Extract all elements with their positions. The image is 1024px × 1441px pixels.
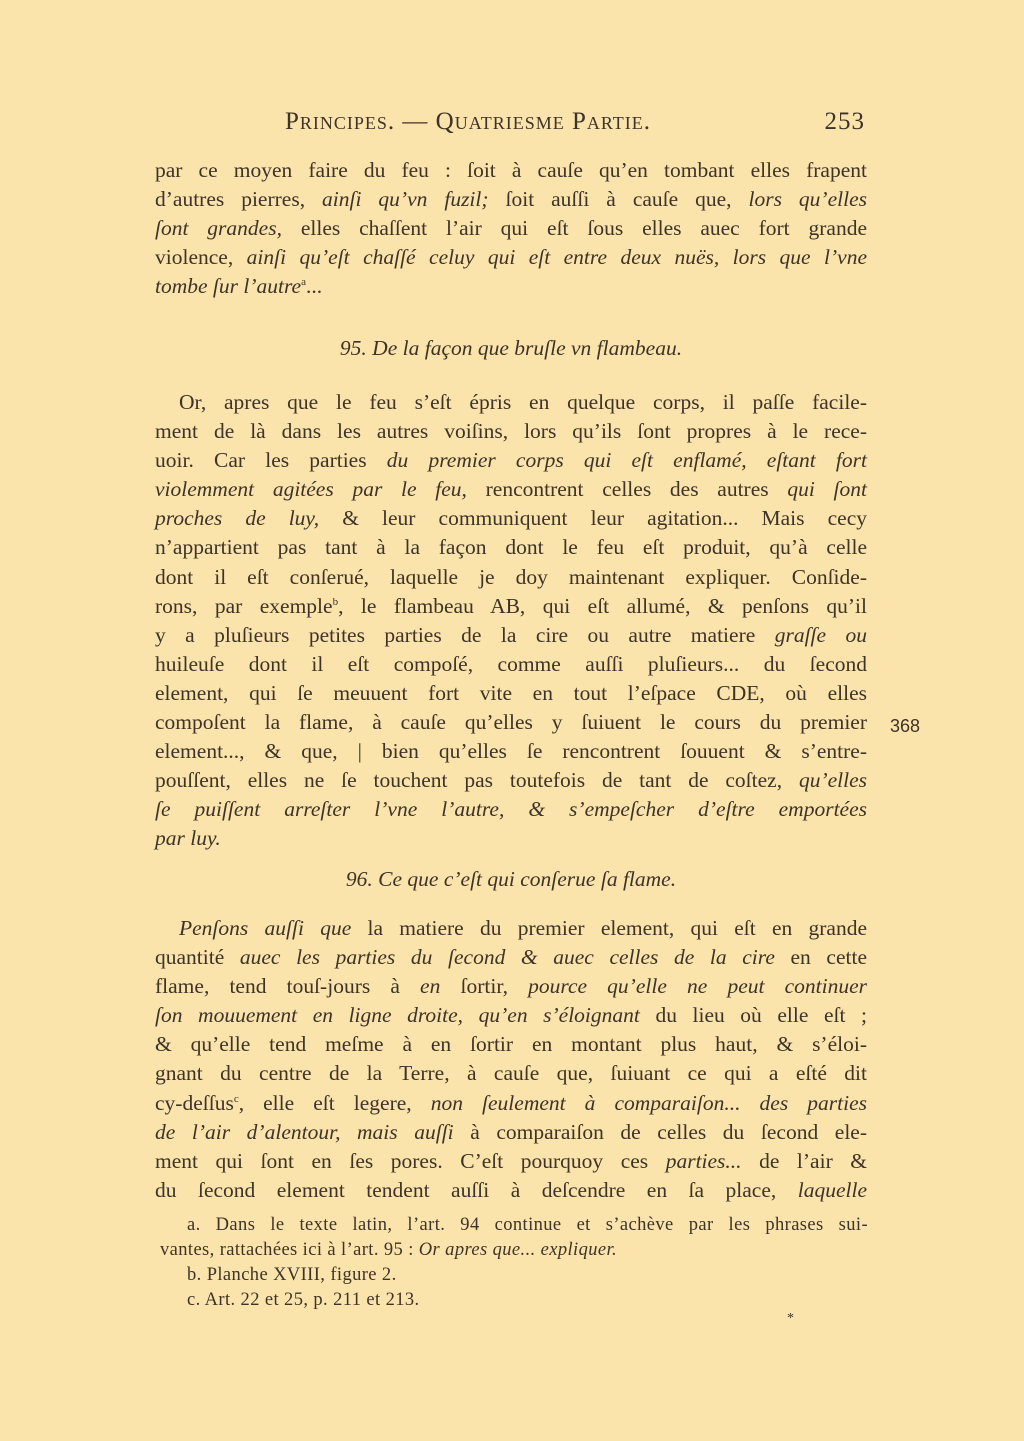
footnote-a-continuation: vantes, rattachées ici à l’art. 95 : Or apres que... expliquer. [160, 1240, 618, 1260]
footnote-ref-a: a [301, 276, 306, 289]
text-line: ſont grandes, elles chaſſent l’air qui eſt ſous elles auec fort grande [155, 216, 867, 241]
footnote-a: a. Dans le texte latin, l’art. 94 continue et s’achève par les phrases sui- [187, 1215, 868, 1235]
text-line: du ſecond element tendent auſſi à deſcendre en ſa place, laquelle [155, 1177, 867, 1202]
footnote-ref-b: b [332, 595, 339, 608]
paragraph-96 [155, 914, 867, 1205]
text-line: cy-deſſus$^c$, elle eſt legere, non ſeulement à comparaiſon... des parties [155, 1090, 867, 1115]
text-line: d’autres pierres, ainſi qu’vn fuzil; ſoit auſſi à cauſe que, lors qu’elles [155, 187, 867, 212]
text-line: par ce moyen faire du feu : ſoit à cauſe qu’en tombant elles frapent [155, 158, 867, 182]
text-line: uoir. Car les parties du premier corps qui eſt enflamé, eſtant fort [155, 448, 867, 473]
text-line: pouſſent, elles ne ſe touchent pas toutefois de tant de coſtez, qu’elles [155, 768, 867, 793]
text-line: de l’air d’alentour, mais auſſi à comparaiſon de celles du ſecond ele- [155, 1119, 868, 1144]
text-line: Or, apres que le feu s’eſt épris en quelque corps, il paſſe facile- [179, 390, 867, 414]
section-heading-95: 95. De la façon que bruſle vn flambeau. [339, 336, 683, 360]
text-line: violemment agitées par le feu, rencontrent celles des autres qui ſont [155, 477, 867, 502]
text-line: n’appartient pas tant à la façon dont le feu eſt produit, qu’à celle [155, 535, 867, 560]
text-line: ſe puiſſent arreſter l’vne l’autre, & s’empeſcher d’eſtre emportées [155, 797, 867, 822]
footnote-c: c. Art. 22 et 25, p. 211 et 213. [187, 1290, 420, 1310]
footnote-b: b. Planche XVIII, figure 2. [187, 1265, 397, 1285]
text-line: gnant du centre de la Terre, à cauſe que, ſuiuant ce qui a eſté dit [155, 1061, 867, 1086]
page-number: 253 [824, 108, 865, 135]
paragraph-95 [155, 388, 867, 854]
signature-marker: * [787, 1311, 794, 1326]
paragraph-continuation [155, 156, 867, 301]
text-line: element..., & que, | bien qu’elles ſe rencontrent ſouuent & s’entre- [155, 739, 867, 764]
text-line: rons, par exemple$^b$, le flambeau AB, qui eſt allumé, & penſons qu’il [155, 593, 867, 618]
text-line: & qu’elle tend meſme à en ſortir en montant plus haut, & s’éloi- [155, 1032, 867, 1057]
text-line: Penſons auſſi que la matiere du premier element, qui eſt en grande [179, 916, 867, 940]
text-line: violence, ainſi qu’eſt chaſſé celuy qui eſt entre deux nuës, lors que l’vne [155, 245, 867, 270]
text-line: par luy. [155, 826, 221, 851]
text-line: compoſent la flame, à cauſe qu’elles y ſuiuent le cours du premier [155, 710, 867, 735]
text-line: proches de luy, & leur communiquent leur agitation... Mais cecy [155, 506, 867, 531]
section-heading-96: 96. Ce que c’eſt qui conſerue ſa flame. [345, 867, 677, 891]
running-head-title: Principes. — Quatriesme Partie. [285, 108, 652, 135]
text-line: ment qui ſont en ſes pores. C’eſt pourquoy ces parties... de l’air & [155, 1148, 867, 1173]
text-line: tombe ſur l’autre$^a$... [155, 274, 323, 299]
text-line: dont il eſt conſerué, laquelle je doy maintenant expliquer. Conſide- [155, 564, 867, 589]
text-line: element, qui ſe meuuent fort vite en tout l’eſpace CDE, où elles [155, 680, 867, 705]
text-line: quantité auec les parties du ſecond & auec celles de la cire en cette [155, 945, 867, 970]
text-line: y a pluſieurs petites parties de la cire ou autre matiere graſſe ou [155, 622, 867, 647]
text-line: flame, tend touſ-jours à en ſortir, pource qu’elle ne peut continuer [155, 974, 868, 999]
text-line: ment de là dans les autres voiſins, lors qu’ils ſont propres à le rece- [155, 419, 867, 444]
footnote-ref-c: c [233, 1092, 239, 1105]
running-head [285, 108, 865, 142]
text-line: huileuſe dont il eſt compoſé, comme auſſi pluſieurs... du ſecond [155, 651, 867, 676]
text-line: ſon mouuement en ligne droite, qu’en s’éloignant du lieu où elle eſt ; [155, 1003, 867, 1028]
footnotes [160, 1213, 868, 1313]
margin-page-reference: 368 [890, 716, 921, 736]
